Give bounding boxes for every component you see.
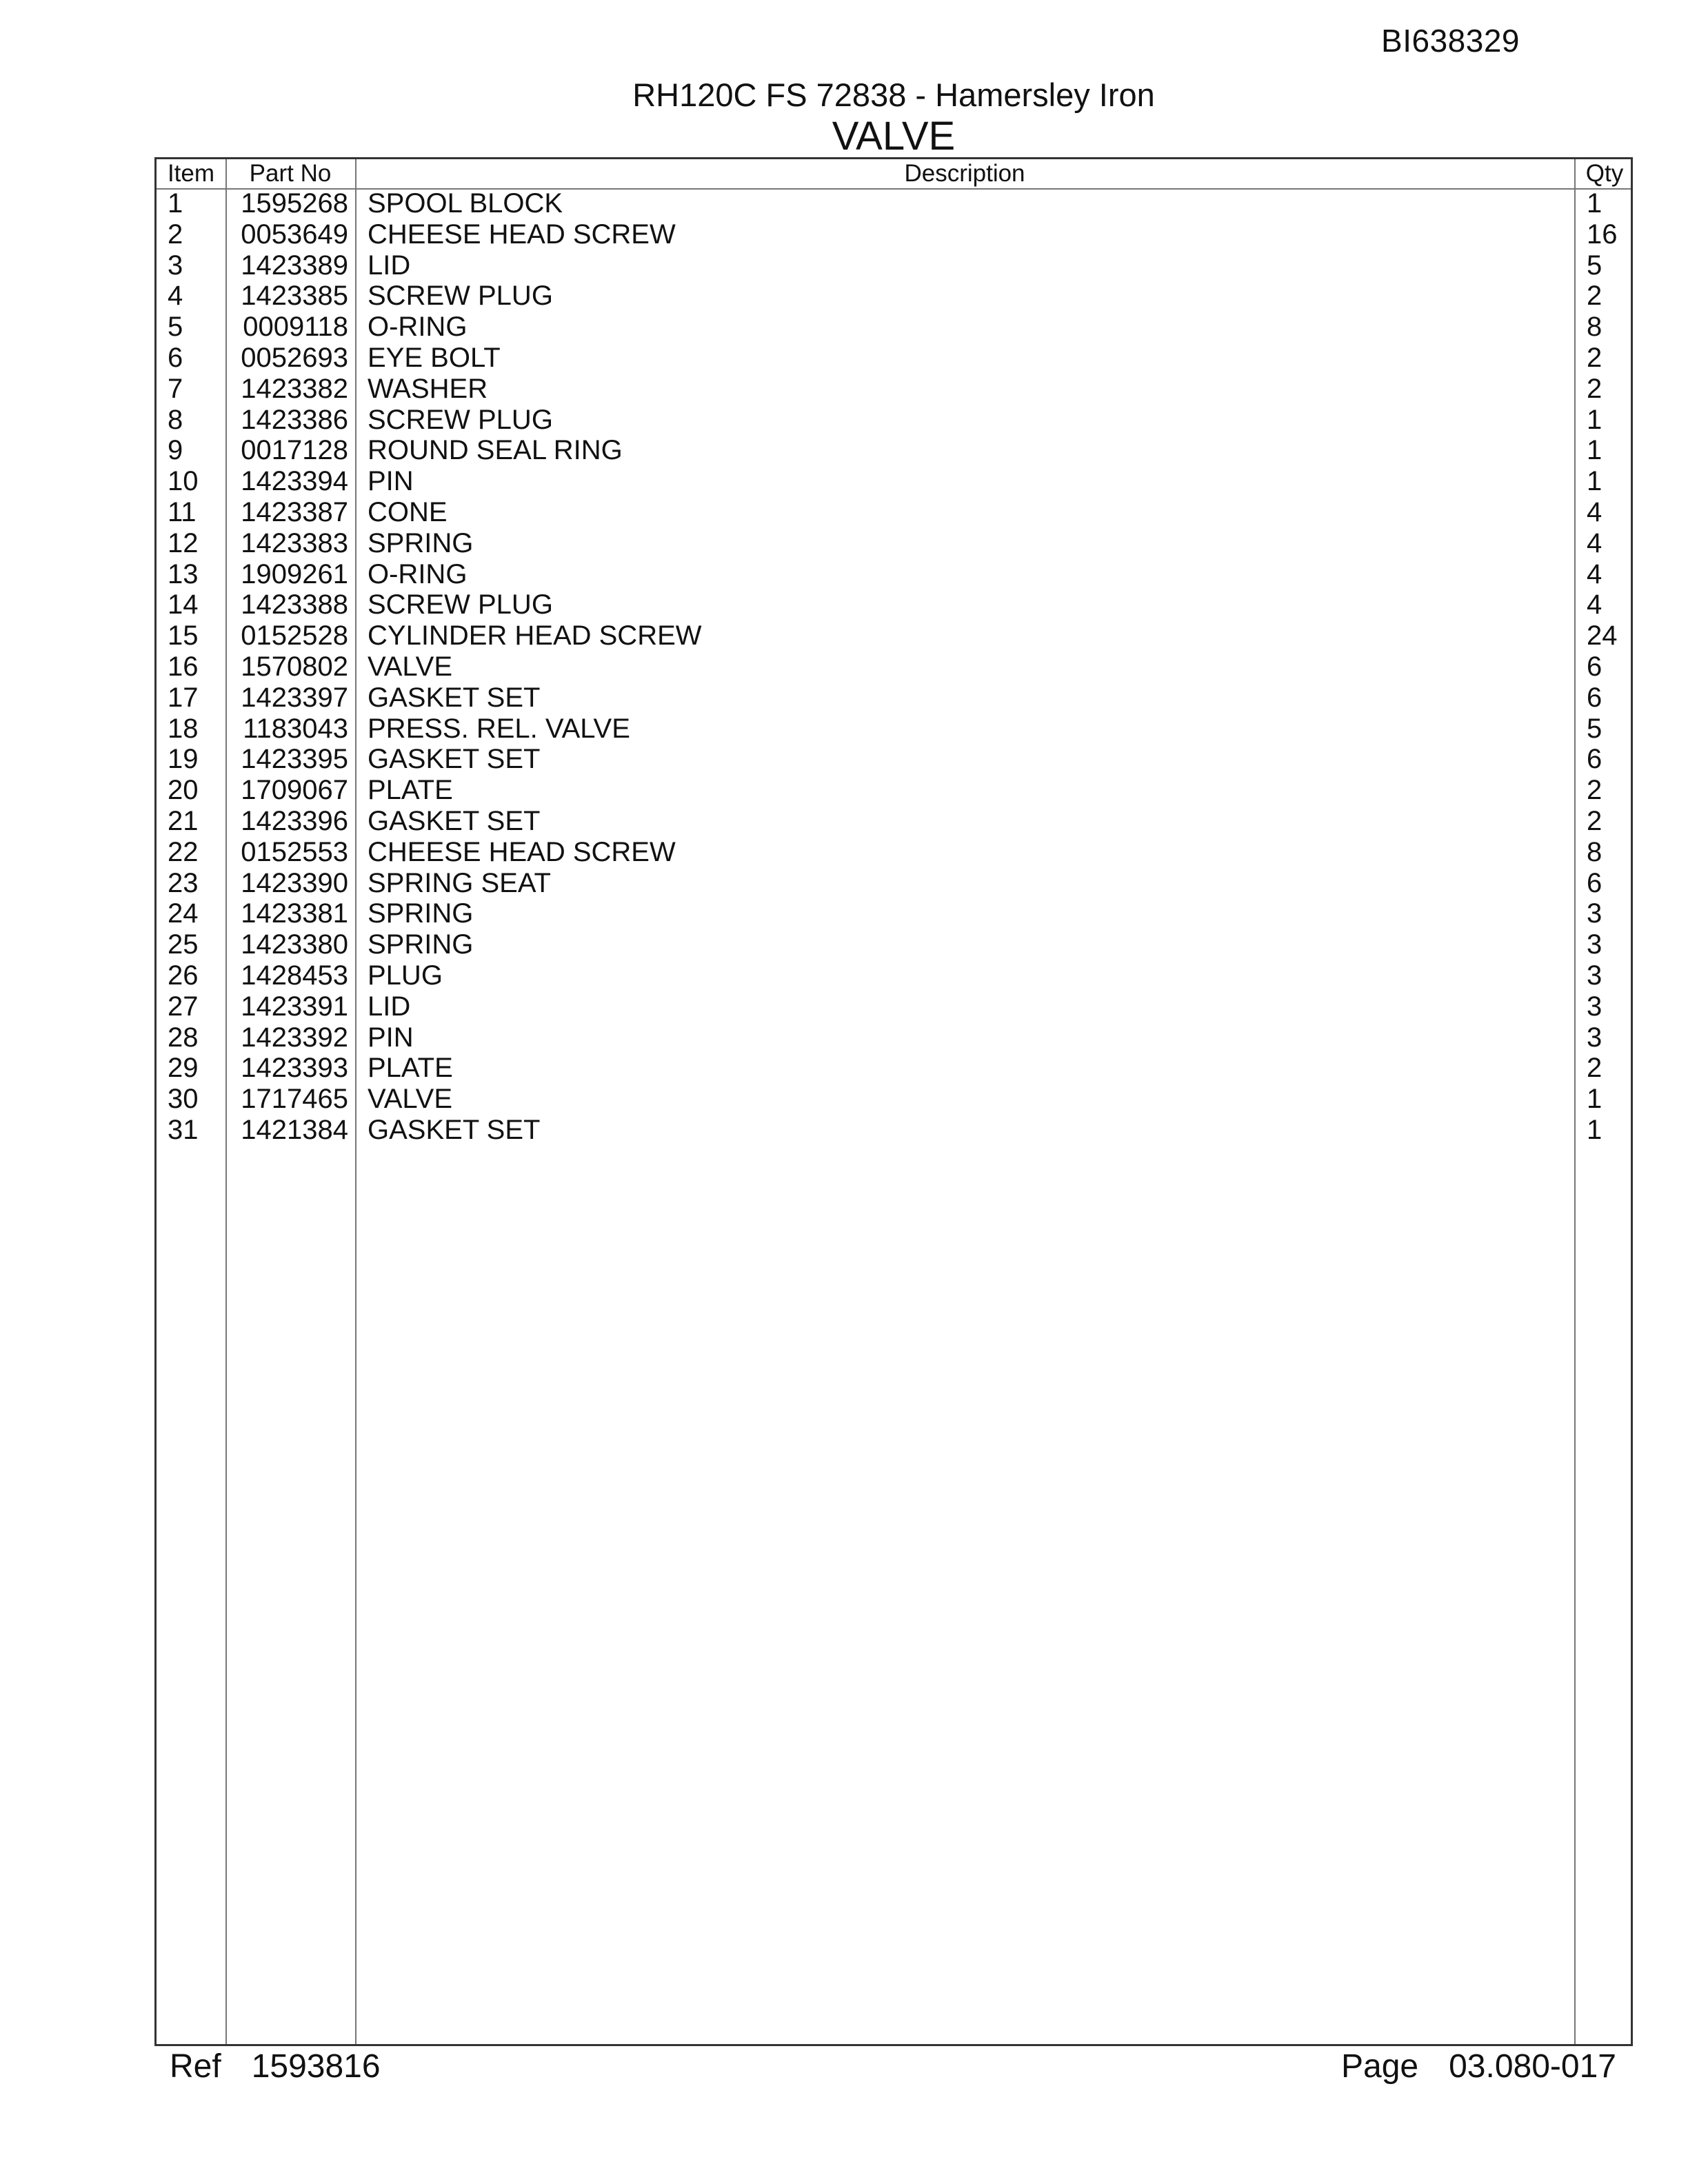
- item-cell: 10: [168, 466, 199, 497]
- qty-cell: 4: [1587, 558, 1602, 589]
- description-cell: VALVE: [368, 651, 453, 682]
- part-no-cell: 1595268: [241, 188, 348, 219]
- item-cell: 3: [168, 250, 183, 281]
- description-cell: ROUND SEAL RING: [368, 435, 623, 466]
- item-cell: 22: [168, 836, 199, 867]
- table-row: [157, 559, 1631, 590]
- part-no-cell: 0017128: [241, 435, 348, 466]
- description-cell: PLATE: [368, 1053, 453, 1084]
- table-row: [157, 343, 1631, 374]
- footer-ref: [170, 2048, 381, 2085]
- page-title: VALVE: [832, 114, 956, 159]
- table-row: [157, 374, 1631, 405]
- item-cell: 5: [168, 312, 183, 343]
- qty-cell: 4: [1587, 527, 1602, 558]
- page-value: 03.080-017: [1449, 2048, 1616, 2085]
- description-cell: GASKET SET: [368, 805, 541, 836]
- qty-cell: 1: [1587, 404, 1602, 435]
- description-cell: CHEESE HEAD SCREW: [368, 219, 676, 250]
- item-cell: 14: [168, 589, 199, 620]
- description-cell: SCREW PLUG: [368, 404, 553, 435]
- part-no-cell: 1570802: [241, 651, 348, 682]
- header-qty: Qty: [1585, 160, 1624, 187]
- description-cell: O-RING: [368, 558, 468, 589]
- description-cell: EYE BOLT: [368, 342, 501, 373]
- part-no-cell: 1421384: [241, 1114, 348, 1145]
- qty-cell: 3: [1587, 960, 1602, 991]
- qty-cell: 8: [1587, 312, 1602, 343]
- description-cell: PLATE: [368, 775, 453, 806]
- table-row: [157, 714, 1631, 745]
- qty-cell: 24: [1587, 620, 1618, 651]
- qty-cell: 1: [1587, 466, 1602, 497]
- table-row: [157, 1022, 1631, 1053]
- table-row: [157, 312, 1631, 343]
- item-cell: 24: [168, 898, 199, 929]
- table-row: [157, 589, 1631, 620]
- qty-cell: 2: [1587, 775, 1602, 806]
- table-body: [157, 188, 1631, 1146]
- part-no-cell: 1423383: [241, 527, 348, 558]
- qty-cell: 4: [1587, 496, 1602, 527]
- part-no-cell: 1423387: [241, 496, 348, 527]
- table-row: [157, 1053, 1631, 1084]
- description-cell: PIN: [368, 1022, 414, 1053]
- table-row: [157, 435, 1631, 466]
- description-cell: LID: [368, 250, 411, 281]
- part-no-cell: 1423394: [241, 466, 348, 497]
- part-no-cell: 1423381: [241, 898, 348, 929]
- description-cell: GASKET SET: [368, 1114, 541, 1145]
- qty-cell: 4: [1587, 589, 1602, 620]
- document-id: BI638329: [1381, 23, 1520, 59]
- part-no-cell: 0152553: [241, 836, 348, 867]
- description-cell: PLUG: [368, 960, 443, 991]
- table-row: [157, 898, 1631, 929]
- item-cell: 28: [168, 1022, 199, 1053]
- qty-cell: 16: [1587, 219, 1618, 250]
- part-no-cell: 0009118: [243, 312, 348, 343]
- table-row: [157, 837, 1631, 868]
- header-description: Description: [904, 160, 1025, 187]
- table-row: [157, 651, 1631, 682]
- part-no-cell: 1423392: [241, 1022, 348, 1053]
- qty-cell: 1: [1587, 435, 1602, 466]
- qty-cell: 1: [1587, 188, 1602, 219]
- table-row: [157, 960, 1631, 991]
- part-no-cell: 1423389: [241, 250, 348, 281]
- part-no-cell: 1423385: [241, 281, 348, 312]
- item-cell: 23: [168, 867, 199, 898]
- description-cell: SCREW PLUG: [368, 589, 553, 620]
- qty-cell: 6: [1587, 867, 1602, 898]
- description-cell: CONE: [368, 496, 448, 527]
- description-cell: SPRING SEAT: [368, 867, 551, 898]
- header-item: Item: [167, 160, 215, 187]
- table-row: [157, 188, 1631, 219]
- part-no-cell: 1183043: [243, 713, 348, 744]
- item-cell: 7: [168, 373, 183, 404]
- qty-cell: 3: [1587, 1022, 1602, 1053]
- table-row: [157, 775, 1631, 806]
- part-no-cell: 1423388: [241, 589, 348, 620]
- part-no-cell: 1423396: [241, 805, 348, 836]
- item-cell: 25: [168, 929, 199, 960]
- item-cell: 27: [168, 991, 199, 1022]
- part-no-cell: 0052693: [241, 342, 348, 373]
- parts-table: [154, 157, 1633, 2046]
- table-row: [157, 528, 1631, 559]
- description-cell: O-RING: [368, 312, 468, 343]
- part-no-cell: 1423390: [241, 867, 348, 898]
- table-row: [157, 219, 1631, 250]
- part-no-cell: 1909261: [241, 558, 348, 589]
- description-cell: SPRING: [368, 527, 474, 558]
- qty-cell: 6: [1587, 651, 1602, 682]
- description-cell: PRESS. REL. VALVE: [368, 713, 630, 744]
- qty-cell: 5: [1587, 250, 1602, 281]
- item-cell: 29: [168, 1053, 199, 1084]
- qty-cell: 3: [1587, 929, 1602, 960]
- part-no-cell: 1423386: [241, 404, 348, 435]
- qty-cell: 8: [1587, 836, 1602, 867]
- table-row: [157, 466, 1631, 497]
- qty-cell: 1: [1587, 1114, 1602, 1145]
- part-no-cell: 1423391: [241, 991, 348, 1022]
- description-cell: LID: [368, 991, 411, 1022]
- table-row: [157, 250, 1631, 281]
- item-cell: 8: [168, 404, 183, 435]
- description-cell: SPRING: [368, 898, 474, 929]
- description-cell: VALVE: [368, 1084, 453, 1115]
- item-cell: 20: [168, 775, 199, 806]
- item-cell: 18: [168, 713, 199, 744]
- part-no-cell: 0053649: [241, 219, 348, 250]
- table-row: [157, 1115, 1631, 1146]
- item-cell: 1: [168, 188, 183, 219]
- page-label: Page: [1341, 2048, 1419, 2085]
- part-no-cell: 1717465: [241, 1084, 348, 1115]
- item-cell: 2: [168, 219, 183, 250]
- table-row: [157, 682, 1631, 714]
- qty-cell: 6: [1587, 682, 1602, 713]
- part-no-cell: 1423382: [241, 373, 348, 404]
- part-no-cell: 1423380: [241, 929, 348, 960]
- item-cell: 15: [168, 620, 199, 651]
- description-cell: PIN: [368, 466, 414, 497]
- item-cell: 9: [168, 435, 183, 466]
- table-row: [157, 929, 1631, 960]
- item-cell: 6: [168, 342, 183, 373]
- description-cell: SPRING: [368, 929, 474, 960]
- item-cell: 21: [168, 805, 199, 836]
- qty-cell: 2: [1587, 1053, 1602, 1084]
- item-cell: 4: [168, 281, 183, 312]
- item-cell: 19: [168, 744, 199, 775]
- item-cell: 17: [168, 682, 199, 713]
- item-cell: 12: [168, 527, 199, 558]
- part-no-cell: 1709067: [241, 775, 348, 806]
- table-row: [157, 868, 1631, 899]
- table-row: [157, 405, 1631, 436]
- item-cell: 31: [168, 1114, 199, 1145]
- table-row: [157, 620, 1631, 651]
- description-cell: CYLINDER HEAD SCREW: [368, 620, 702, 651]
- qty-cell: 3: [1587, 898, 1602, 929]
- document-subtitle: RH120C FS 72838 - Hamersley Iron: [632, 77, 1155, 113]
- part-no-cell: 1423393: [241, 1053, 348, 1084]
- qty-cell: 3: [1587, 991, 1602, 1022]
- description-cell: CHEESE HEAD SCREW: [368, 836, 676, 867]
- table-row: [157, 497, 1631, 528]
- description-cell: WASHER: [368, 373, 488, 404]
- qty-cell: 6: [1587, 744, 1602, 775]
- part-no-cell: 1428453: [241, 960, 348, 991]
- header-part-no: Part No: [249, 160, 332, 187]
- qty-cell: 5: [1587, 713, 1602, 744]
- footer-page: [1341, 2048, 1616, 2085]
- qty-cell: 2: [1587, 342, 1602, 373]
- part-no-cell: 1423397: [241, 682, 348, 713]
- item-cell: 13: [168, 558, 199, 589]
- part-no-cell: 1423395: [241, 744, 348, 775]
- qty-cell: 2: [1587, 281, 1602, 312]
- ref-value: 1593816: [251, 2048, 381, 2085]
- description-cell: GASKET SET: [368, 682, 541, 713]
- qty-cell: 2: [1587, 805, 1602, 836]
- table-row: [157, 744, 1631, 775]
- table-row: [157, 1084, 1631, 1115]
- item-cell: 30: [168, 1084, 199, 1115]
- qty-cell: 2: [1587, 373, 1602, 404]
- item-cell: 26: [168, 960, 199, 991]
- part-no-cell: 0152528: [241, 620, 348, 651]
- item-cell: 16: [168, 651, 199, 682]
- table-row: [157, 281, 1631, 312]
- table-row: [157, 806, 1631, 837]
- qty-cell: 1: [1587, 1084, 1602, 1115]
- description-cell: SCREW PLUG: [368, 281, 553, 312]
- ref-label: Ref: [170, 2048, 221, 2085]
- description-cell: SPOOL BLOCK: [368, 188, 563, 219]
- item-cell: 11: [168, 496, 197, 527]
- table-row: [157, 991, 1631, 1022]
- description-cell: GASKET SET: [368, 744, 541, 775]
